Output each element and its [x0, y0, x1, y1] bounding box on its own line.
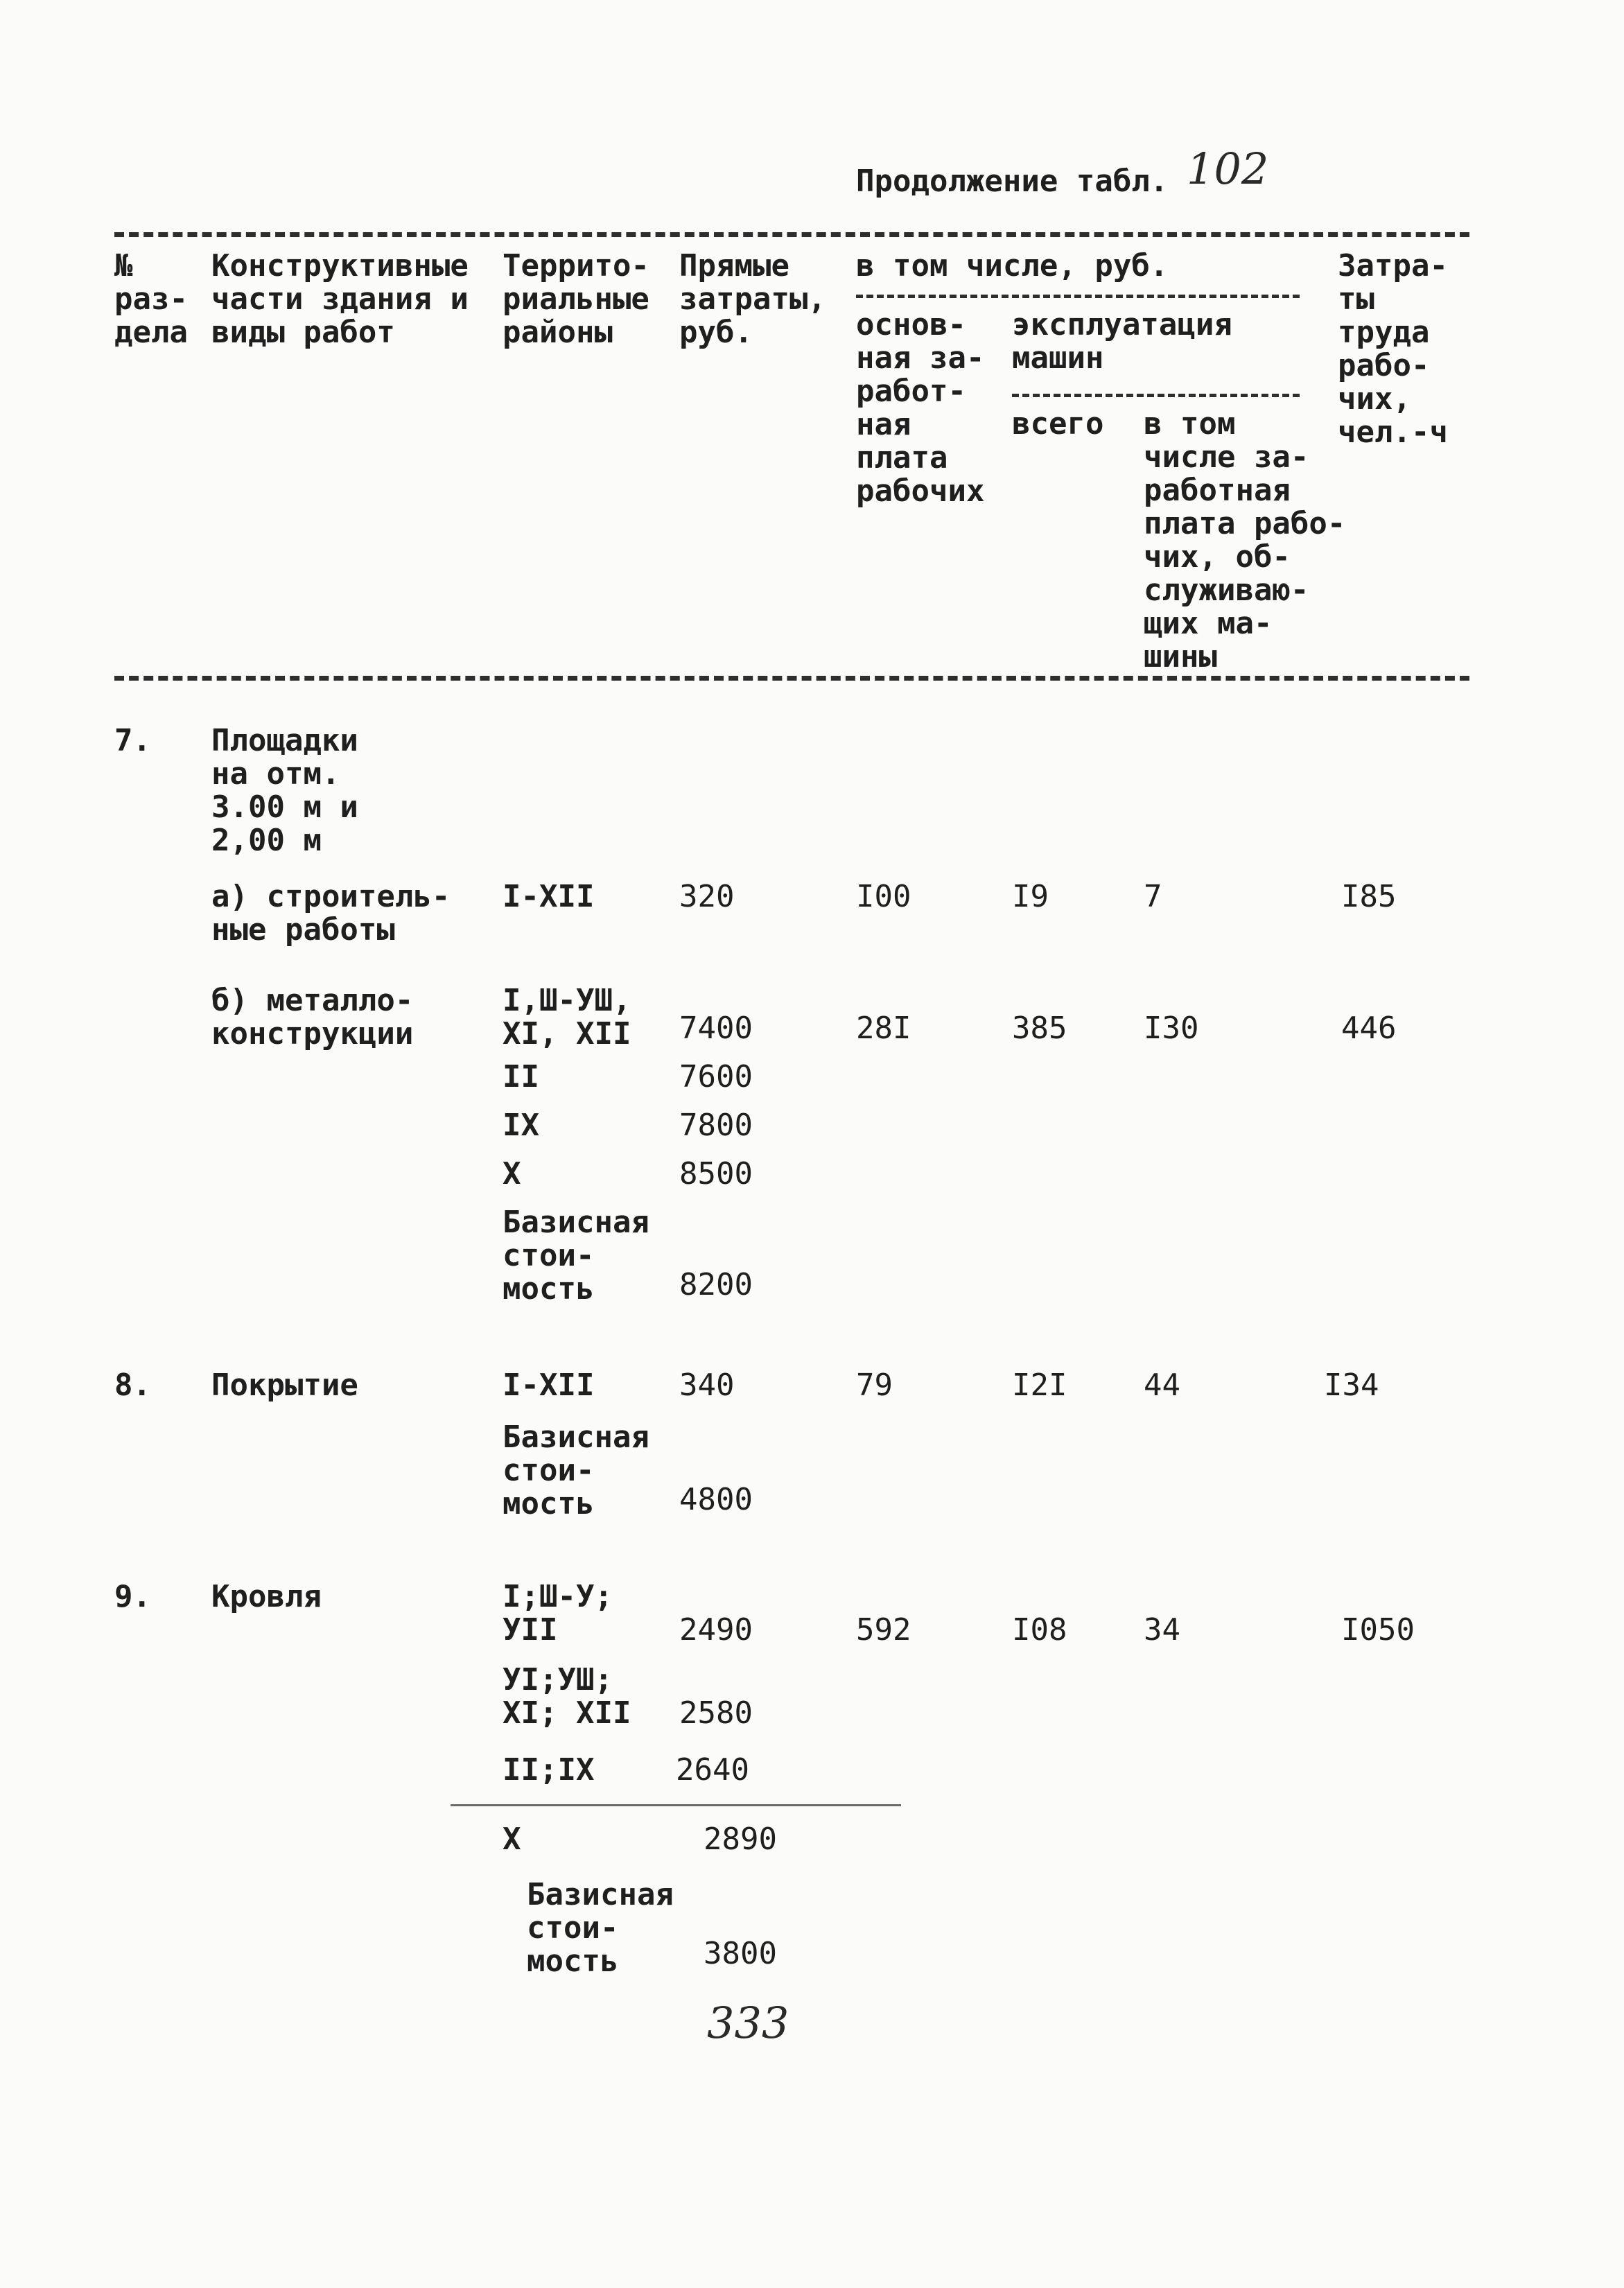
header-machines-wage: в том числе за- работная плата рабо- чих, об- служиваю- щих ма- шины — [1144, 406, 1346, 674]
row7b-name: б) металло- конструкции — [211, 983, 414, 1051]
row7a-machines-total: I9 — [1012, 879, 1049, 914]
row7b-cost-2: 7600 — [679, 1059, 753, 1094]
row7b-base-label: Базисная стои- мость — [503, 1205, 649, 1307]
row9-cost-3: 2640 — [676, 1752, 749, 1788]
row7a-wage: I00 — [856, 879, 911, 914]
row9-title: Кровля — [211, 1579, 322, 1614]
row8-labor: I34 — [1324, 1368, 1379, 1403]
row7b-region-2: II — [503, 1059, 539, 1094]
row8-base-cost: 4800 — [679, 1482, 753, 1517]
header-labor-costs: Затра- ты труда рабо- чих, чел.-ч — [1338, 248, 1448, 450]
table-number-handwritten: 102 — [1187, 143, 1269, 194]
page-number-handwritten: 333 — [707, 1998, 789, 2048]
row7b-wage: 28I — [856, 1011, 911, 1046]
header-section-number: № раз- дела — [114, 248, 188, 350]
row7b-cost-4: 8500 — [679, 1156, 753, 1191]
row8-region-1: I-XII — [503, 1368, 595, 1403]
row7b-region-4: X — [503, 1156, 521, 1191]
row9-region-4: X — [503, 1822, 521, 1857]
row8-title: Покрытие — [211, 1368, 358, 1403]
row7a-region: I-XII — [503, 879, 595, 914]
header-base-wage: основ- ная за- работ- ная плата рабочих — [856, 307, 985, 509]
header-machines-total: всего — [1012, 406, 1104, 442]
header-top-rule — [114, 232, 1469, 237]
row7-number: 7. — [114, 723, 151, 758]
header-territorial-regions: Террито- риальные районы — [503, 248, 649, 350]
row9-region-3: II;IX — [503, 1752, 595, 1788]
header-bottom-rule — [114, 676, 1469, 681]
row9-cost-1: 2490 — [679, 1612, 753, 1648]
row7b-region-3: IX — [503, 1108, 539, 1143]
row7a-cost: 320 — [679, 879, 735, 914]
table-continuation-caption: Продолжение табл. — [856, 164, 1169, 199]
header-incl-rule — [856, 295, 1300, 298]
row7b-machines-wage: I30 — [1144, 1011, 1199, 1046]
row7b-region-1: I,Ш-УШ, XI, XII — [503, 983, 631, 1051]
row8-machines-wage: 44 — [1144, 1368, 1180, 1403]
row9-separator-line — [451, 1804, 901, 1806]
row7a-labor: I85 — [1341, 879, 1397, 914]
header-including-rub: в том числе, руб. — [856, 248, 1169, 283]
header-construction-parts: Конструктивные части здания и виды работ — [211, 248, 469, 350]
row9-base-cost: 3800 — [704, 1936, 777, 1971]
row9-machines-wage: 34 — [1144, 1612, 1180, 1648]
row9-number: 9. — [114, 1579, 151, 1614]
row9-wage: 592 — [856, 1612, 911, 1648]
row8-wage: 79 — [856, 1368, 893, 1403]
header-machine-operation: эксплуатация машин — [1012, 307, 1232, 376]
row7b-cost-3: 7800 — [679, 1108, 753, 1143]
row7b-labor: 446 — [1341, 1011, 1397, 1046]
row9-labor: I050 — [1341, 1612, 1415, 1648]
row7a-machines-wage: 7 — [1144, 879, 1162, 914]
row7b-cost-1: 7400 — [679, 1011, 753, 1046]
row9-cost-2: 2580 — [679, 1695, 753, 1731]
row8-number: 8. — [114, 1368, 151, 1403]
row9-region-1: I;Ш-У; УII — [503, 1579, 613, 1648]
row9-machines-total: I08 — [1012, 1612, 1067, 1648]
row7b-base-cost: 8200 — [679, 1267, 753, 1302]
row9-region-2: УI;УШ; XI; XII — [503, 1662, 631, 1731]
header-machines-rule — [1012, 394, 1300, 397]
row8-base-label: Базисная стои- мость — [503, 1420, 649, 1521]
row9-cost-4: 2890 — [704, 1822, 777, 1857]
row8-cost-1: 340 — [679, 1368, 735, 1403]
header-direct-costs: Прямые затраты, руб. — [679, 248, 826, 350]
row7-title: Площадки на отм. 3.00 м и 2,00 м — [211, 723, 358, 858]
row9-base-label: Базисная стои- мость — [527, 1877, 674, 1979]
row7b-machines-total: 385 — [1012, 1011, 1067, 1046]
row7a-name: а) строитель- ные работы — [211, 879, 451, 947]
row8-machines-total: I2I — [1012, 1368, 1067, 1403]
